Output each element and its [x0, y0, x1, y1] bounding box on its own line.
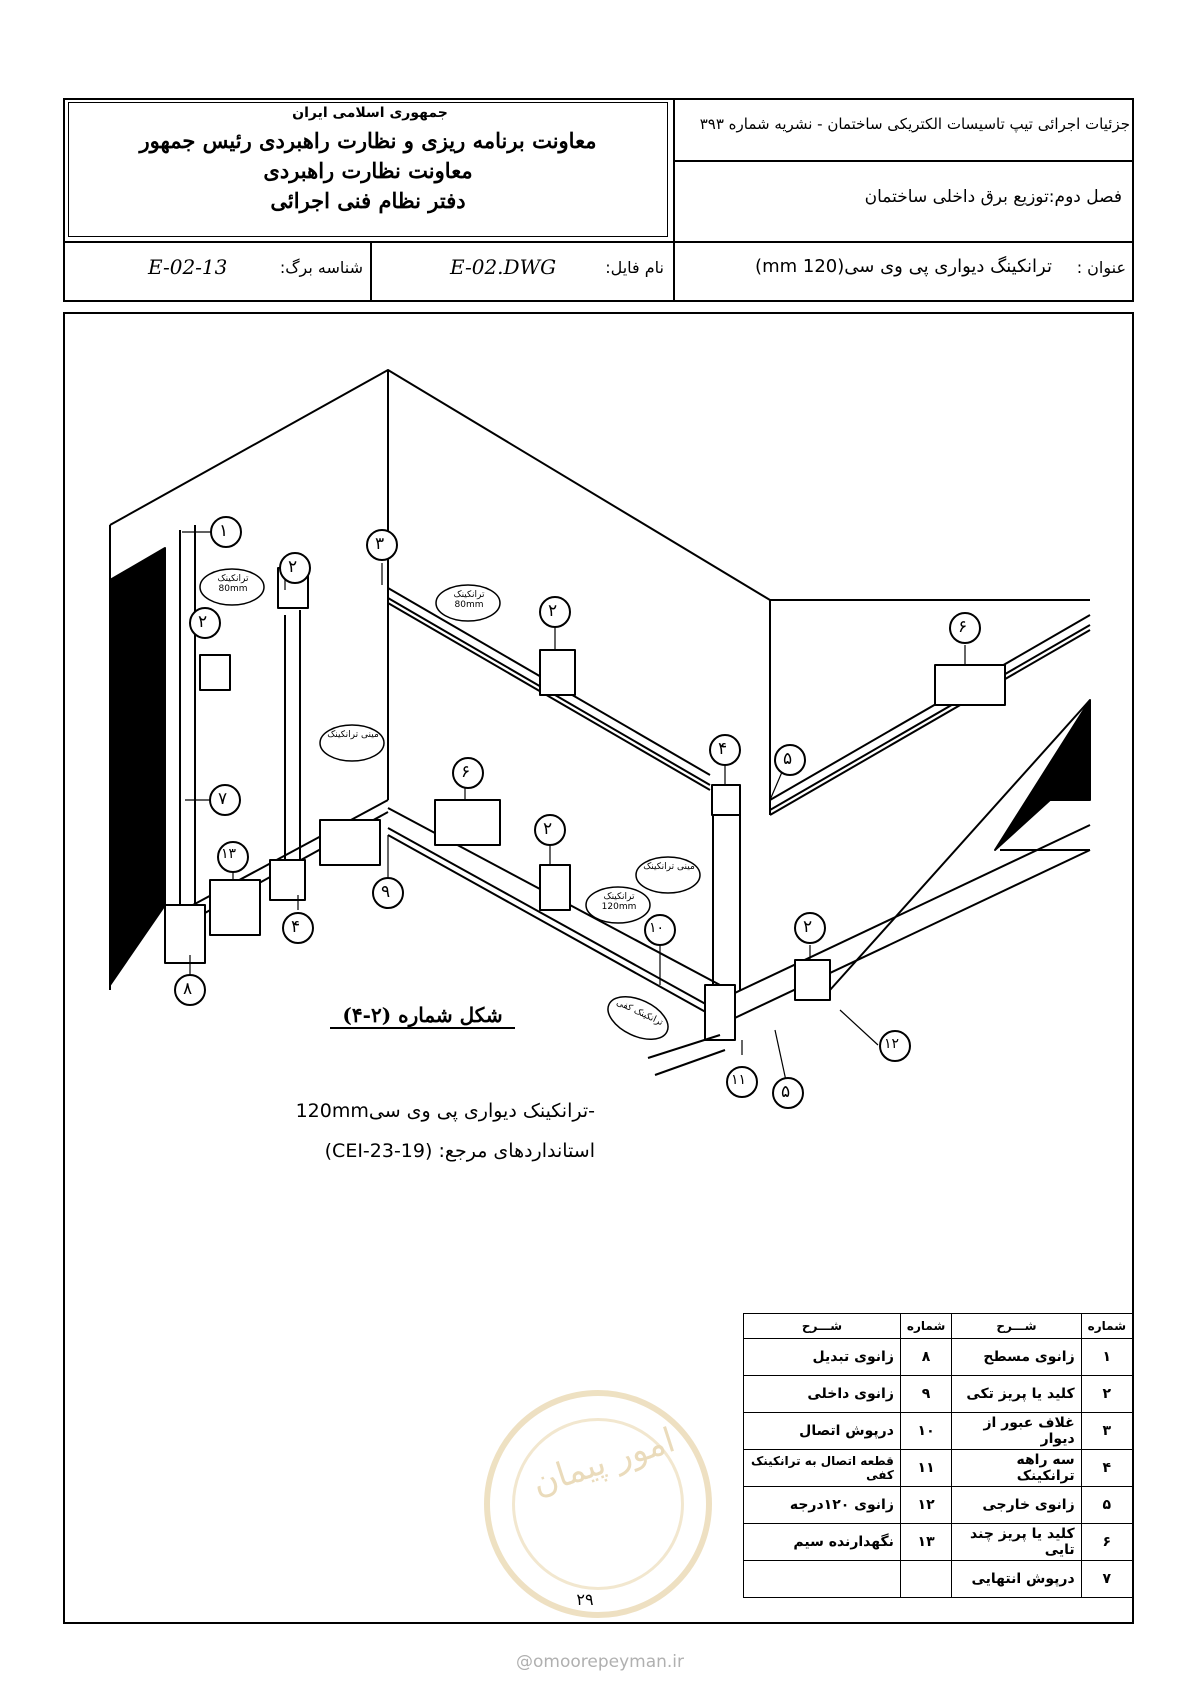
legend-desc — [744, 1561, 901, 1598]
legend-desc: زانوی داخلی — [744, 1376, 901, 1413]
legend-num: ۱۲ — [900, 1487, 951, 1524]
callout-3: ۳ — [375, 534, 385, 554]
legend-num: ۱۰ — [900, 1413, 951, 1450]
callout-2d: ۲ — [543, 819, 553, 839]
legend-desc: نگهدارنده سیم — [744, 1524, 901, 1561]
org-line-1: جمهوری اسلامی ایران — [292, 105, 448, 121]
legend-num: ۴ — [1081, 1450, 1132, 1487]
legend-header-desc-left: شـــرح — [744, 1314, 901, 1339]
callout-13: ۱۳ — [221, 846, 237, 862]
legend-row — [744, 1413, 1133, 1450]
org-line-3: معاونت نظارت راهبردی — [263, 158, 473, 183]
file-label: نام فایل: — [605, 258, 664, 277]
figure-caption: شکل شماره (۲-۴) — [330, 1003, 515, 1029]
legend-row — [744, 1450, 1133, 1487]
legend-desc: زانوی خارجی — [952, 1487, 1081, 1524]
legend-num: ۲ — [1081, 1376, 1132, 1413]
callout-9: ۹ — [381, 882, 391, 902]
legend-num: ۱۳ — [900, 1524, 951, 1561]
watermark-stamp-text: امور پیمان — [527, 1420, 680, 1504]
tag-mini-trunking-right: مینی ترانکینک — [643, 862, 695, 872]
callout-8: ۸ — [183, 979, 193, 999]
title-label: عنوان : — [1076, 258, 1126, 277]
callout-10: ۱۰ — [649, 920, 665, 936]
tag-floor-trunking: ترانکینک کفی — [614, 997, 665, 1029]
tag-trunking-80-left: ترانکینک 80mm — [217, 574, 249, 594]
legend-header-num-right: شماره — [1081, 1314, 1132, 1339]
callout-4b: ۴ — [291, 917, 301, 937]
callout-1: ۱ — [219, 521, 229, 541]
callout-2a: ۲ — [288, 557, 298, 577]
legend-desc: زانوی مسطح — [952, 1339, 1081, 1376]
description-line-2: استانداردهای مرجع: (CEI-23-19) — [324, 1140, 595, 1162]
org-line-4: دفتر نظام فنی اجرائی — [270, 188, 466, 213]
legend-desc: کلید یا پریز چند تایی — [952, 1524, 1081, 1561]
legend-num: ۶ — [1081, 1524, 1132, 1561]
website-text: omoorepeyman.ir — [532, 1652, 685, 1672]
callout-6b: ۶ — [461, 762, 471, 782]
legend-row — [744, 1524, 1133, 1561]
website-watermark — [490, 1652, 710, 1672]
callout-6a: ۶ — [958, 617, 968, 637]
callout-2e: ۲ — [803, 917, 813, 937]
publication-title: جزئیات اجرائی تیپ تاسیسات الکتریکی ساختمان - نشریه شماره ۳۹۳ — [699, 115, 1130, 133]
at-icon: @ — [515, 1652, 533, 1672]
legend-num: ۳ — [1081, 1413, 1132, 1450]
chapter-title: فصل دوم:توزیع برق داخلی ساختمان — [864, 187, 1122, 207]
legend-num: ۵ — [1081, 1487, 1132, 1524]
legend-desc: غلاف عبور از دیوار — [952, 1413, 1081, 1450]
callout-5a: ۵ — [783, 749, 793, 769]
sheet-label: شناسه برگ: — [279, 258, 363, 277]
callout-12: ۱۲ — [884, 1036, 900, 1052]
legend-num: ۹ — [900, 1376, 951, 1413]
page-number: ۲۹ — [576, 1590, 594, 1609]
legend-desc: درپوش اتصال — [744, 1413, 901, 1450]
legend-num: ۱۱ — [900, 1450, 951, 1487]
callout-2c: ۲ — [548, 601, 558, 621]
watermark-stamp — [484, 1390, 712, 1618]
sheet-value: E-02-13 — [148, 255, 228, 279]
legend-num — [900, 1561, 951, 1598]
title-value: ترانکینگ دیواری پی وی سی(120 mm) — [755, 256, 1052, 277]
file-value: E-02.DWG — [450, 255, 557, 279]
legend-header-num-left: شماره — [900, 1314, 951, 1339]
legend-row — [744, 1376, 1133, 1413]
legend-desc: قطعه اتصال به ترانکینک کفی — [744, 1450, 901, 1487]
legend-desc: زانوی تبدیل — [744, 1339, 901, 1376]
legend-row — [744, 1339, 1133, 1376]
callout-7: ۷ — [218, 789, 228, 809]
legend-row — [744, 1561, 1133, 1598]
legend-num: ۷ — [1081, 1561, 1132, 1598]
legend-header-desc-right: شـــرح — [952, 1314, 1081, 1339]
tag-trunking-80-wall: ترانکینک 80mm — [453, 590, 485, 610]
org-line-2: معاونت برنامه ریزی و نظارت راهبردی رئیس جمهور — [139, 128, 597, 153]
legend-num: ۸ — [900, 1339, 951, 1376]
callout-4a: ۴ — [718, 739, 728, 759]
legend-desc: کلید یا پریز تکی — [952, 1376, 1081, 1413]
legend-num: ۱ — [1081, 1339, 1132, 1376]
parts-legend-table — [743, 1313, 1133, 1598]
legend-desc: درپوش انتهایی — [952, 1561, 1081, 1598]
callout-11: ۱۱ — [731, 1072, 747, 1088]
callout-5b: ۵ — [781, 1082, 791, 1102]
legend-header-row — [744, 1314, 1133, 1339]
description-line-1: -ترانکینک دیواری پی وی سی120mm — [295, 1100, 595, 1122]
legend-desc: سه راهه ترانکینک — [952, 1450, 1081, 1487]
legend-row — [744, 1487, 1133, 1524]
tag-trunking-120: ترانکینک 120mm — [601, 892, 637, 912]
tag-mini-trunking-left: مینی ترانکینک — [327, 730, 379, 740]
callout-2b: ۲ — [198, 612, 208, 632]
legend-desc: زانوی ۱۲۰درجه — [744, 1487, 901, 1524]
